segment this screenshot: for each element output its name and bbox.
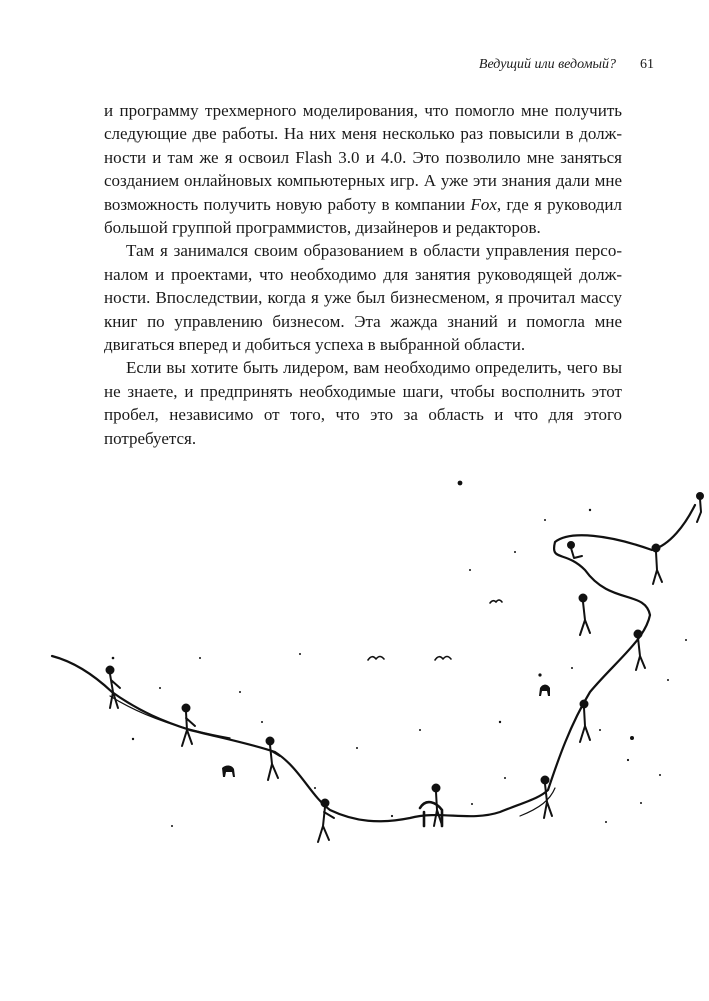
dog-left [222, 765, 235, 777]
rope [52, 505, 695, 821]
climber-4 [318, 800, 334, 843]
climber-9 [580, 595, 591, 636]
climber-3 [267, 738, 281, 781]
body-text [104, 99, 622, 450]
climber-12 [697, 493, 703, 522]
climber-2 [182, 705, 195, 747]
paragraph-3: Если вы хотите быть лидером, вам необходимо определить, чего вы не знаете, и предпринять необходимые шаги, чтобы восполнить этот пробел, независимо от того, что это за область и что для этого потребуется. [104, 358, 622, 448]
climber-10 [653, 545, 663, 585]
climber-1 [107, 667, 121, 709]
company-name: Fox [470, 194, 497, 214]
ink-speckles [112, 481, 687, 827]
paragraph-1-end: , где я руководил большой группой программистов, дизайнеров и редакторов. [104, 194, 622, 238]
rope-climbers-illustration [0, 430, 709, 900]
climber-8 [635, 631, 646, 671]
dog-right [539, 685, 550, 696]
paragraph-1-text: и программу трехмерного моделирования, что помогло мне получить следующие две работы. На них меня несколько раз повысили в должности и там же я освоил Flash 3.0 и 4.0. Это позволило мне заняться созданием онлайновых компьютерных игр. А уже эти знания дали мне возможность получить новую работу в компании [104, 101, 622, 214]
running-title: Ведущий или ведомый? [478, 57, 616, 72]
page-number: 61 [640, 57, 654, 72]
paragraph-1 [104, 99, 622, 239]
climber-5-with-animal [420, 785, 442, 827]
paragraph-2: Там я занимался своим образованием в области управления персоналом и проектами, что необходимо для занятия руководящей должности. Впоследствии, когда я уже был бизнесменом, я прочитал массу книг по управлению бизнесом. Эта жажда знаний и помогла мне двигаться вперед и добиться успеха в выбранной области. [104, 241, 622, 355]
climber-7 [580, 701, 590, 743]
running-head [479, 57, 654, 73]
climber-11 [568, 542, 582, 558]
birds [368, 600, 502, 660]
